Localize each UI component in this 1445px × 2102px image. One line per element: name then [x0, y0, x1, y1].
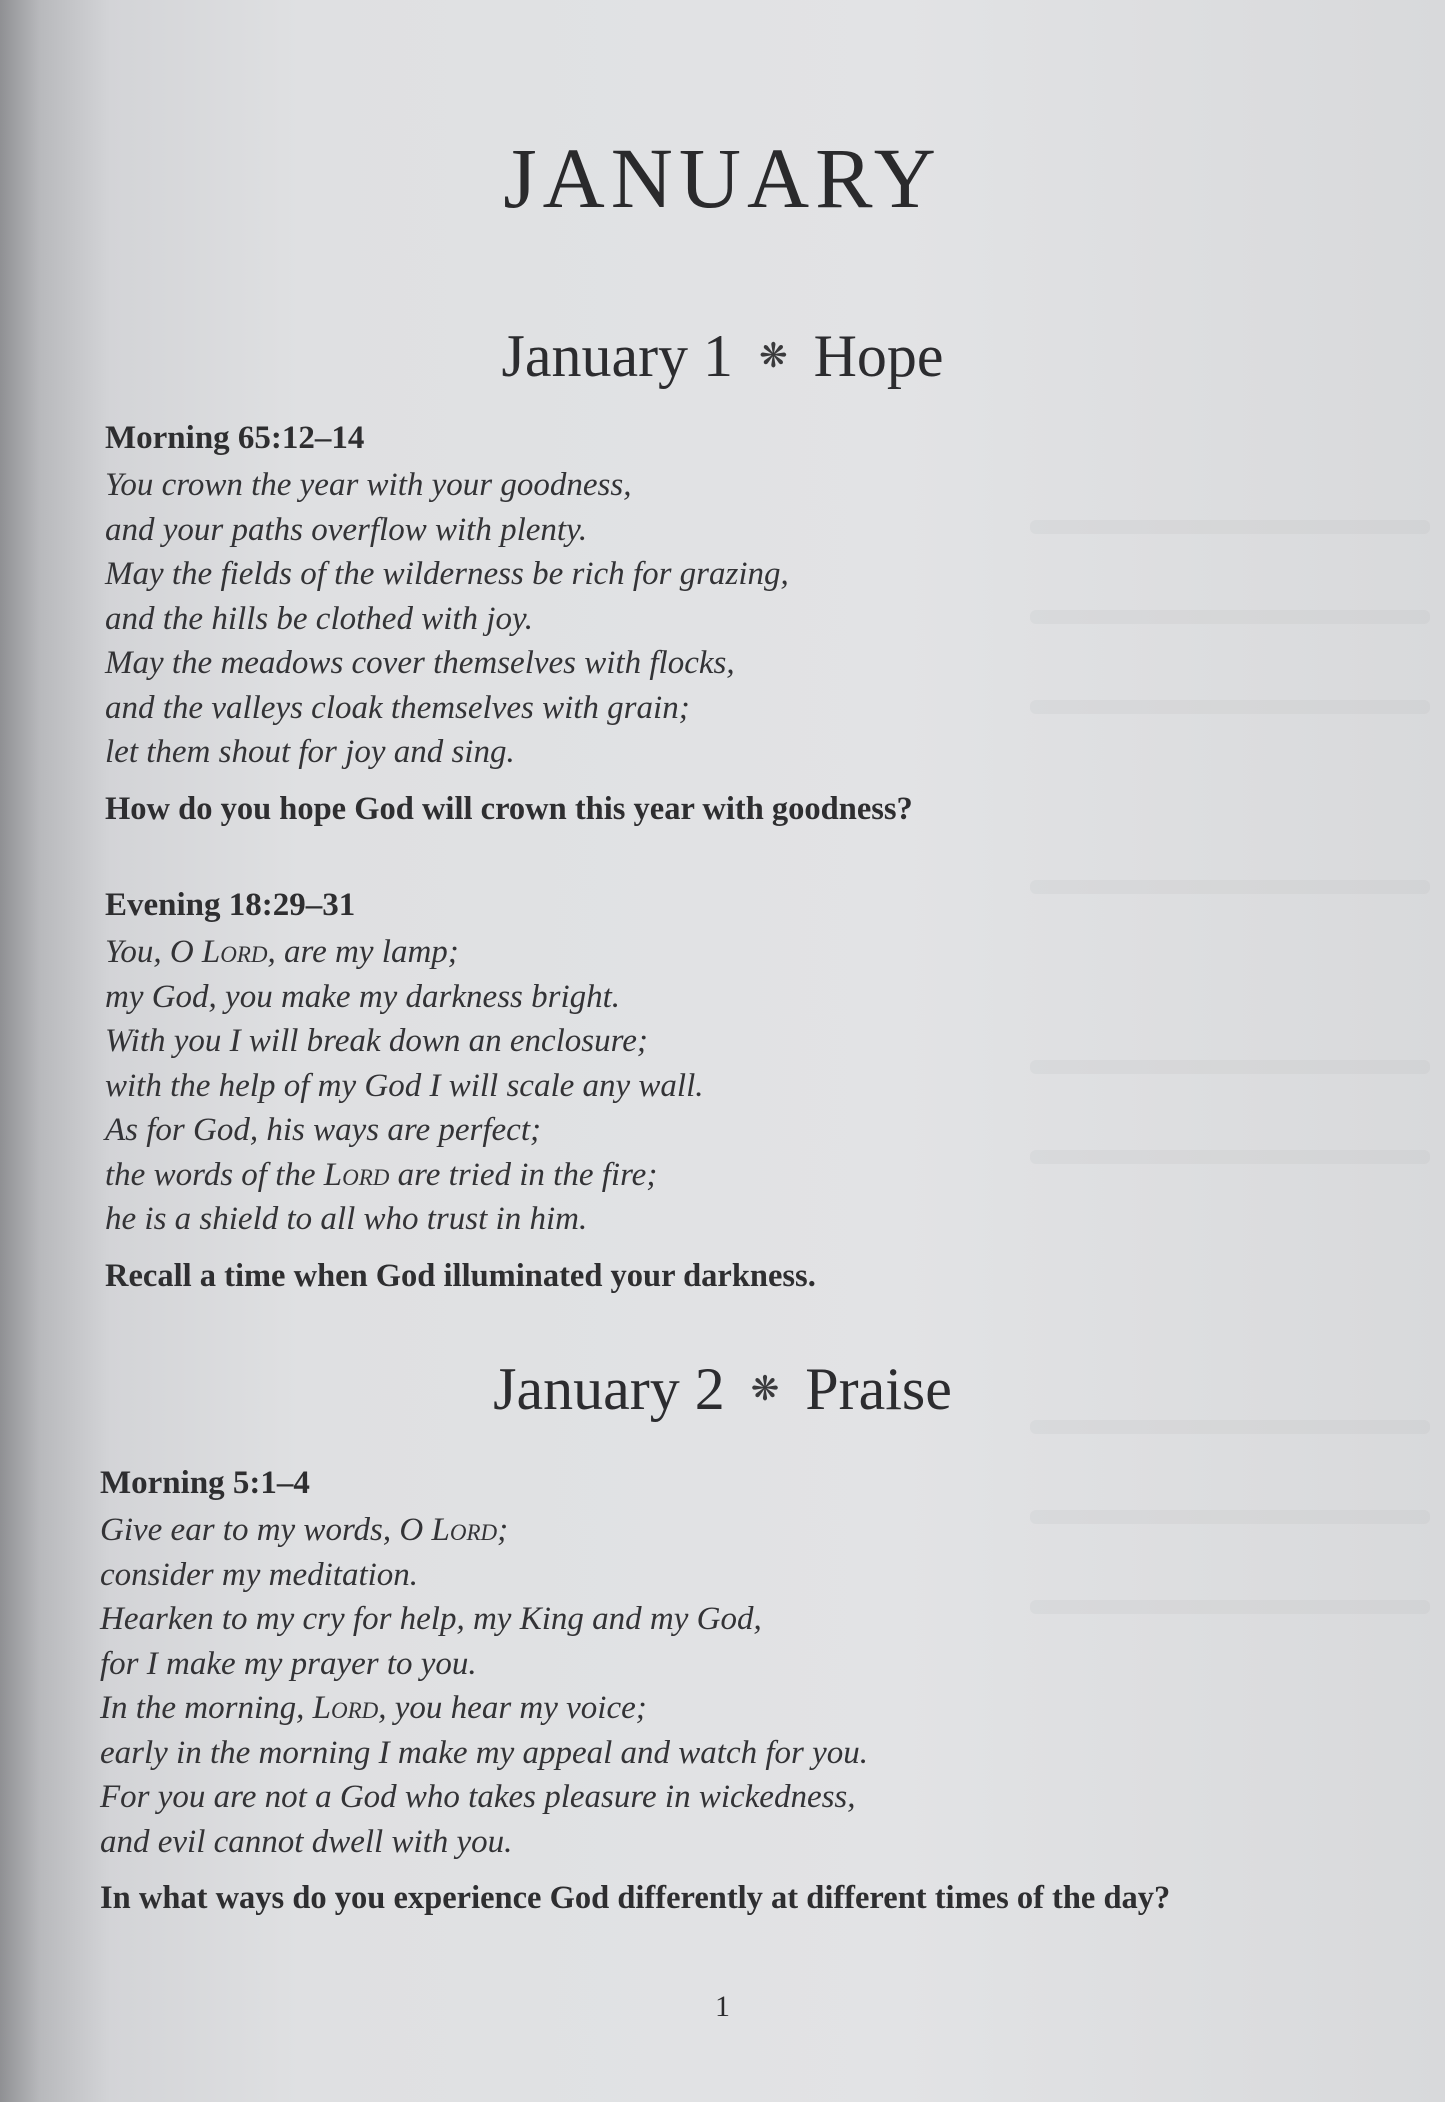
verse-line: with the help of my God I will scale any wall. — [105, 1067, 704, 1104]
verse-line — [100, 1508, 1300, 1553]
divine-name: Lord — [201, 934, 268, 970]
verse-text: ; — [497, 1512, 509, 1548]
page-number: 1 — [715, 1990, 730, 2023]
verse-line — [105, 1153, 1305, 1198]
verse-line: for I make my prayer to you. — [100, 1645, 477, 1682]
verse-line: he is a shield to all who trust in him. — [105, 1201, 588, 1237]
reading-reference: Morning 65:12–14 — [105, 420, 365, 456]
reading-morning — [100, 1465, 1300, 1922]
verse-text: You, O — [105, 934, 202, 970]
verse-text: , you hear my voice; — [378, 1690, 647, 1726]
verse-line — [105, 930, 1305, 975]
verse-line: early in the morning I make my appeal and watch for you. — [100, 1734, 869, 1771]
reflection-question: In what ways do you experience God differently at different times of the day? — [100, 1880, 1171, 1916]
verse-text: In the morning, — [100, 1690, 313, 1726]
verse-line: For you are not a God who takes pleasure in wickedness, — [100, 1779, 856, 1815]
verse-text: , are my lamp; — [267, 934, 459, 970]
reading-reference: Evening 18:29–31 — [105, 887, 356, 923]
day-heading — [0, 322, 1445, 391]
reflection-question: How do you hope God will crown this year with goodness? — [105, 790, 913, 827]
verse-text: are tried in the fire; — [389, 1156, 658, 1193]
day-date: January 2 — [493, 1356, 725, 1422]
verse-line — [100, 1686, 1300, 1731]
reading-evening — [105, 887, 1305, 1300]
day-theme: Hope — [813, 323, 944, 389]
verse-line: consider my meditation. — [100, 1556, 419, 1593]
verse-line: With you I will break down an enclosure; — [105, 1023, 648, 1059]
ornament-icon: ❋ — [759, 338, 788, 376]
verse-text: Give ear to my words, O — [100, 1512, 432, 1548]
day-heading — [0, 1355, 1445, 1424]
day-theme: Praise — [805, 1356, 952, 1422]
verse-text: the words of the — [105, 1156, 324, 1193]
reading-morning — [105, 420, 1305, 833]
divine-name: Lord — [431, 1512, 498, 1548]
divine-name: Lord — [323, 1156, 390, 1193]
verse-line: May the meadows cover themselves with flocks, — [105, 645, 735, 681]
verse-line: You crown the year with your goodness, — [105, 467, 632, 503]
ornament-icon: ❋ — [750, 1371, 780, 1409]
verse-line: and evil cannot dwell with you. — [100, 1823, 513, 1860]
verse-line: May the fields of the wilderness be rich for grazing, — [105, 556, 789, 592]
verse-line: and the valleys cloak themselves with grain; — [105, 689, 690, 726]
divine-name: Lord — [312, 1690, 379, 1726]
verse-line: As for God, his ways are perfect; — [105, 1112, 541, 1148]
day-date: January 1 — [501, 323, 734, 389]
verse-line: my God, you make my darkness bright. — [105, 978, 621, 1015]
month-title: JANUARY — [503, 130, 942, 226]
reflection-question: Recall a time when God illuminated your darkness. — [105, 1257, 816, 1294]
verse-line: and your paths overflow with plenty. — [105, 511, 588, 548]
verse-line: Hearken to my cry for help, my King and my God, — [100, 1601, 762, 1637]
reading-reference: Morning 5:1–4 — [100, 1465, 310, 1501]
verse-line: and the hills be clothed with joy. — [105, 600, 534, 637]
verse-line: let them shout for joy and sing. — [105, 734, 515, 770]
